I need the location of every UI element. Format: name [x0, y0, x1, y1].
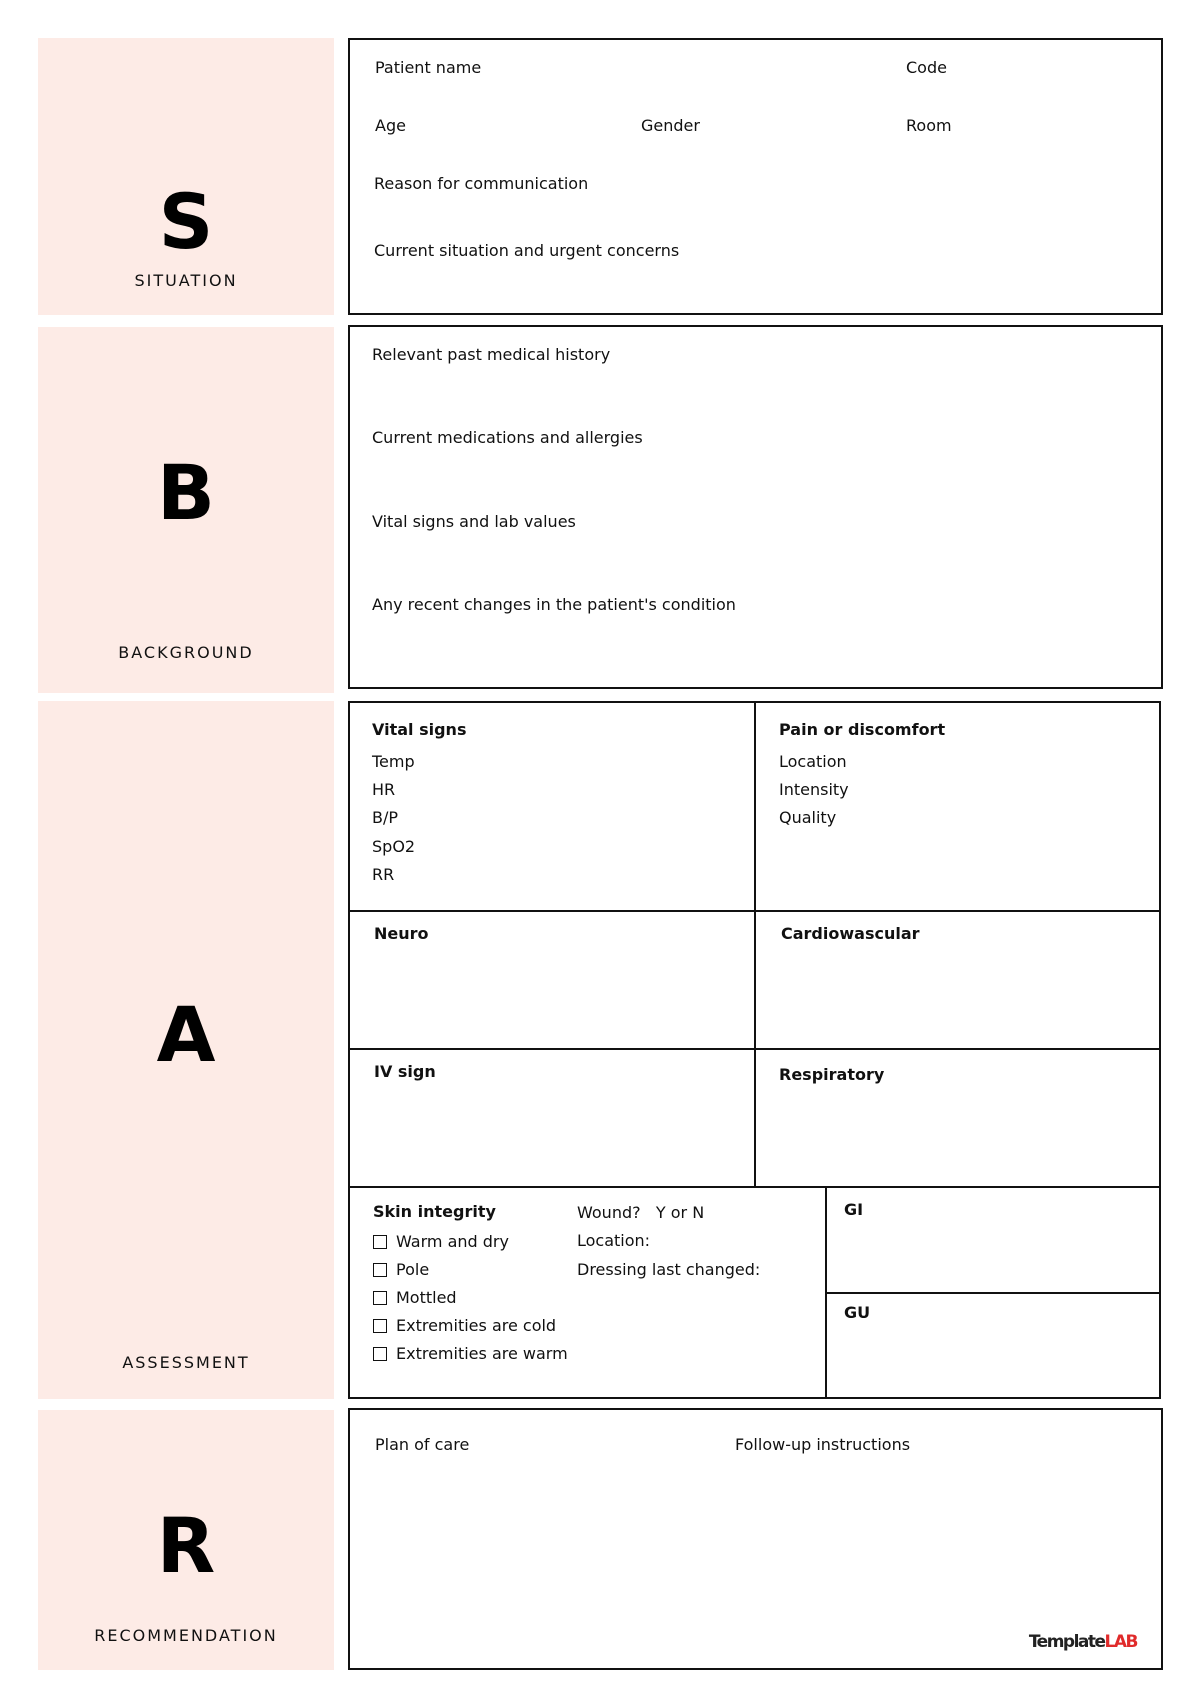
skin-option[interactable]: Mottled	[373, 1288, 457, 1307]
assessment-label: ASSESSMENT	[122, 1353, 250, 1372]
respiratory-title[interactable]: Respiratory	[779, 1065, 885, 1084]
dressing-changed-field[interactable]: Dressing last changed:	[577, 1260, 761, 1279]
recommendation-panel	[38, 1410, 334, 1670]
background-label: BACKGROUND	[118, 643, 254, 662]
assessment-divider-h2	[350, 1048, 1159, 1050]
recommendation-letter: R	[156, 1501, 216, 1590]
gender-field[interactable]: Gender	[641, 116, 700, 135]
assessment-box	[348, 701, 1161, 1399]
assessment-divider-h3	[350, 1186, 1159, 1188]
cardiovascular-title[interactable]: Cardiowascular	[781, 924, 920, 943]
skin-option[interactable]: Extremities are cold	[373, 1316, 556, 1335]
medications-field[interactable]: Current medications and allergies	[372, 428, 643, 447]
pain-title: Pain or discomfort	[779, 720, 946, 739]
patient-name-field[interactable]: Patient name	[375, 58, 482, 77]
assessment-letter: A	[156, 990, 216, 1079]
code-field[interactable]: Code	[906, 58, 947, 77]
checkbox[interactable]	[373, 1263, 387, 1277]
checkbox[interactable]	[373, 1347, 387, 1361]
skin-option[interactable]: Pole	[373, 1260, 429, 1279]
background-panel	[38, 327, 334, 693]
wound-location-field[interactable]: Location:	[577, 1231, 651, 1250]
vitals-labs-field[interactable]: Vital signs and lab values	[372, 512, 576, 531]
recommendation-box	[348, 1408, 1163, 1670]
situation-box	[348, 38, 1163, 315]
gi-title[interactable]: GI	[844, 1200, 864, 1219]
wound-yn[interactable]: Y or N	[655, 1203, 705, 1222]
vital-temp[interactable]: Temp	[372, 752, 415, 771]
follow-up-field[interactable]: Follow-up instructions	[735, 1435, 911, 1454]
checkbox[interactable]	[373, 1319, 387, 1333]
pain-intensity[interactable]: Intensity	[779, 780, 849, 799]
assessment-divider-v1	[754, 703, 756, 1188]
background-letter: B	[157, 448, 215, 537]
skin-integrity-title: Skin integrity	[373, 1202, 496, 1221]
vital-spo2[interactable]: SpO2	[372, 837, 416, 856]
templatelab-logo: TemplateLAB	[1028, 1632, 1137, 1652]
vital-rr[interactable]: RR	[372, 865, 395, 884]
iv-sign-title[interactable]: IV sign	[374, 1062, 436, 1081]
situation-panel	[38, 38, 334, 315]
situation-label: SITUATION	[134, 271, 238, 290]
neuro-title[interactable]: Neuro	[374, 924, 429, 943]
background-box	[348, 325, 1163, 689]
current-situation-field[interactable]: Current situation and urgent concerns	[374, 241, 680, 260]
vital-hr[interactable]: HR	[372, 780, 396, 799]
assessment-divider-h1	[350, 910, 1159, 912]
assessment-divider-h4	[825, 1292, 1159, 1294]
assessment-panel	[38, 701, 334, 1399]
room-field[interactable]: Room	[906, 116, 952, 135]
situation-letter: S	[158, 177, 214, 266]
age-field[interactable]: Age	[375, 116, 406, 135]
pain-location[interactable]: Location	[779, 752, 847, 771]
vital-bp[interactable]: B/P	[372, 808, 399, 827]
changes-field[interactable]: Any recent changes in the patient's condition	[372, 595, 736, 614]
reason-field[interactable]: Reason for communication	[374, 174, 589, 193]
recommendation-label: RECOMMENDATION	[94, 1626, 278, 1645]
pain-quality[interactable]: Quality	[779, 808, 837, 827]
skin-option[interactable]: Warm and dry	[373, 1232, 509, 1251]
checkbox[interactable]	[373, 1235, 387, 1249]
skin-option[interactable]: Extremities are warm	[373, 1344, 568, 1363]
gu-title[interactable]: GU	[844, 1303, 871, 1322]
checkbox[interactable]	[373, 1291, 387, 1305]
plan-of-care-field[interactable]: Plan of care	[375, 1435, 470, 1454]
history-field[interactable]: Relevant past medical history	[372, 345, 611, 364]
wound-field[interactable]: Wound? Y or N	[577, 1203, 705, 1222]
vital-signs-title: Vital signs	[372, 720, 467, 739]
